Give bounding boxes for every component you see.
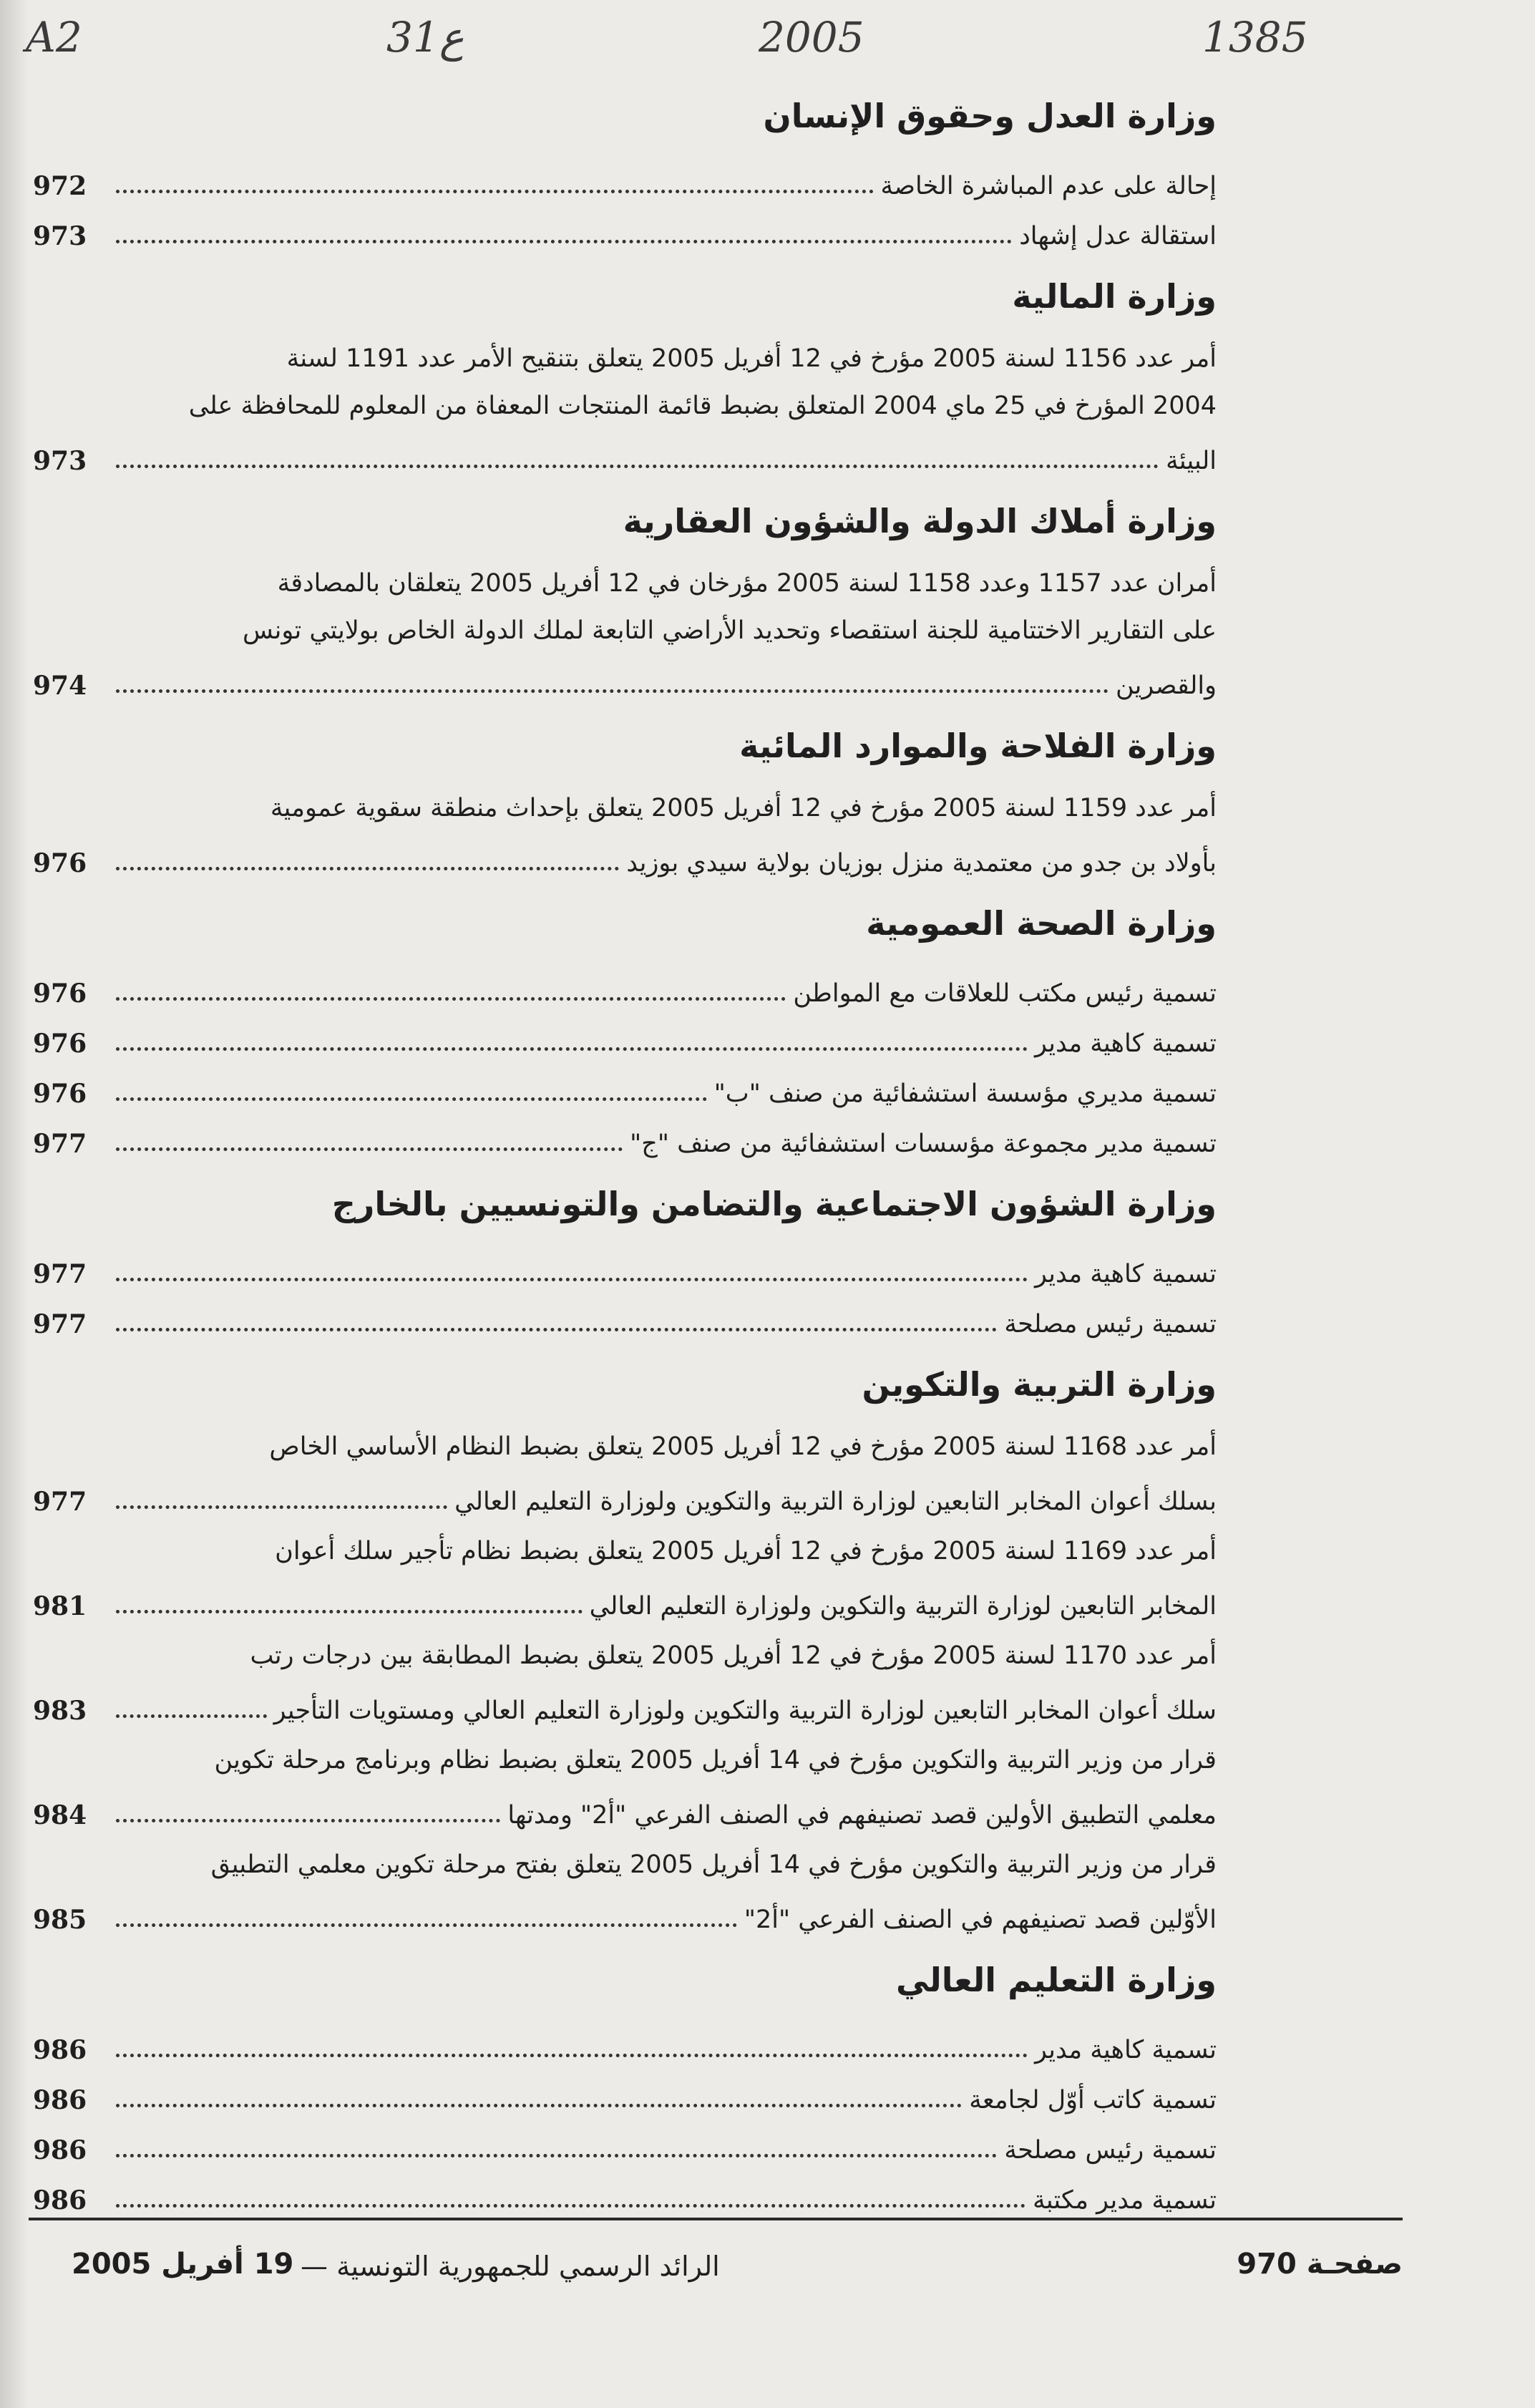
handwritten-note-mid2: 2005 [759, 13, 864, 62]
toc-entry [29, 1012, 1217, 1062]
dot-leader [116, 190, 874, 193]
handwritten-note-right: 1385 [1202, 13, 1308, 62]
dot-leader [116, 997, 786, 1001]
toc-row [29, 1012, 1217, 1062]
entry-title: بأولاد بن جدو من معتمدية منزل بوزيان بولاية سيدي بوزيد [626, 849, 1217, 878]
toc-entry [29, 1293, 1217, 1343]
page-number: 985 [33, 1905, 87, 1935]
page-number: 976 [33, 848, 87, 878]
toc-row [29, 1243, 1217, 1293]
toc-row [29, 654, 1217, 704]
toc-row [29, 832, 1217, 882]
ministry-heading: وزارة التربية والتكوين [862, 1365, 1217, 1404]
entry-text-line: أمر عدد 1170 لسنة 2005 مؤرخ في 12 أفريل 2005 يتعلق بضبط المطابقة بين درجات رتب [250, 1641, 1217, 1670]
ministry-heading: وزارة أملاك الدولة والشؤون العقارية [623, 502, 1217, 540]
ministry-section [29, 498, 1217, 704]
page-number: 976 [33, 1079, 87, 1109]
page-number: 973 [33, 446, 87, 476]
entry-text-line: أمر عدد 1159 لسنة 2005 مؤرخ في 12 أفريل 2005 يتعلق بإحداث منطقة سقوية عمومية [270, 794, 1217, 822]
toc-entry [29, 1528, 1217, 1625]
entry-title: تسمية رئيس مصلحة [1004, 1310, 1217, 1339]
entry-title: البيئة [1166, 447, 1217, 475]
toc-row [29, 2019, 1217, 2069]
toc-entry [29, 962, 1217, 1012]
toc-row [29, 1784, 1217, 1834]
page-number: 974 [33, 671, 87, 701]
page-number: 977 [33, 1309, 87, 1339]
page-number: 986 [33, 2035, 87, 2065]
page-number: 986 [33, 2185, 87, 2215]
table-of-contents [29, 93, 1217, 2238]
entry-title: معلمي التطبيق الأولين قصد تصنيفهم في الصنف الفرعي "أ2" ومدتها [507, 1801, 1217, 1830]
toc-row [29, 1679, 1217, 1729]
toc-row [29, 2169, 1217, 2219]
toc-row [29, 429, 1217, 480]
entry-title: تسمية كاهية مدير [1034, 2036, 1217, 2064]
ministry-section [29, 723, 1217, 882]
ministry-heading: وزارة العدل وحقوق الإنسان [763, 97, 1217, 135]
ministry-section [29, 93, 1217, 255]
page-number: 976 [33, 979, 87, 1009]
page-number: 984 [33, 1800, 87, 1830]
entry-title: والقصرين [1115, 671, 1217, 700]
entry-text-line: على التقارير الاختتامية للجنة استقصاء وتحديد الأراضي التابعة لملك الدولة الخاص بولايتي تونس [243, 616, 1217, 645]
dot-leader [116, 1328, 997, 1331]
page-number: 986 [33, 2085, 87, 2115]
dot-leader [116, 240, 1012, 243]
page-number: 976 [33, 1029, 87, 1059]
ministry-heading: وزارة المالية [1012, 277, 1217, 316]
page-number: 977 [33, 1129, 87, 1159]
handwritten-note-left: A2 [26, 13, 82, 62]
entry-title: إحالة على عدم المباشرة الخاصة [880, 172, 1217, 200]
toc-entry [29, 2119, 1217, 2169]
entry-title: الأوّلين قصد تصنيفهم في الصنف الفرعي "أ2" [744, 1905, 1217, 1934]
toc-row [29, 962, 1217, 1012]
ministry-section [29, 900, 1217, 1162]
toc-entry [29, 1112, 1217, 1162]
dot-leader [116, 689, 1108, 693]
dot-leader [116, 1505, 447, 1509]
toc-entry [29, 2019, 1217, 2069]
dot-leader [116, 2054, 1028, 2057]
entry-title: تسمية رئيس مكتب للعلاقات مع المواطن [793, 979, 1217, 1008]
toc-row [29, 155, 1217, 205]
toc-entry [29, 155, 1217, 205]
dot-leader [116, 2154, 997, 2157]
dot-leader [116, 1147, 623, 1151]
ministry-heading: وزارة الفلاحة والموارد المائية [739, 727, 1217, 765]
ministry-section [29, 1361, 1217, 1938]
toc-entry [29, 1062, 1217, 1112]
entry-title: بسلك أعوان المخابر التابعين لوزارة التربية والتكوين ولوزارة التعليم العالي [454, 1487, 1217, 1516]
entry-text-line: 2004 المؤرخ في 25 ماي 2004 المتعلق بضبط قائمة المنتجات المعفاة من المعلوم للمحافظة على [188, 392, 1217, 420]
dot-leader [116, 1923, 737, 1927]
entry-text-line: أمر عدد 1169 لسنة 2005 مؤرخ في 12 أفريل 2005 يتعلق بضبط نظام تأجير سلك أعوان [275, 1537, 1217, 1565]
toc-row [29, 2119, 1217, 2169]
entry-title: تسمية مديري مؤسسة استشفائية من صنف "ب" [713, 1079, 1217, 1108]
toc-row [29, 2069, 1217, 2119]
toc-entry [29, 1243, 1217, 1293]
dot-leader [116, 1097, 707, 1101]
ministry-heading: وزارة الصحة العمومية [866, 904, 1217, 943]
toc-row [29, 1293, 1217, 1343]
footer-page-number: صفحـة 970 [1237, 2248, 1403, 2281]
ministry-section [29, 1181, 1217, 1343]
dot-leader [116, 867, 619, 870]
entry-text-line: أمر عدد 1168 لسنة 2005 مؤرخ في 12 أفريل 2005 يتعلق بضبط النظام الأساسي الخاص [269, 1432, 1217, 1461]
footer-date: 19 أفريل 2005 [72, 2248, 294, 2281]
ministry-section [29, 273, 1217, 480]
toc-entry [29, 1632, 1217, 1729]
entry-title: سلك أعوان المخابر التابعين لوزارة التربية والتكوين ولوزارة التعليم العالي ومستويات التأجير [273, 1696, 1217, 1725]
dot-leader [116, 2104, 962, 2107]
toc-entry [29, 2169, 1217, 2219]
entry-title: المخابر التابعين لوزارة التربية والتكوين ولوزارة التعليم العالي [589, 1592, 1217, 1621]
ministry-section [29, 1957, 1217, 2219]
toc-entry [29, 2069, 1217, 2119]
page-number: 986 [33, 2135, 87, 2165]
page-footer [29, 2218, 1403, 2285]
entry-title: تسمية كاتب أوّل لجامعة [969, 2086, 1217, 2115]
toc-row [29, 1575, 1217, 1625]
page-number: 977 [33, 1487, 87, 1517]
page-number: 983 [33, 1696, 87, 1726]
page-number: 972 [33, 171, 87, 201]
toc-entry [29, 1737, 1217, 1834]
entry-title: تسمية كاهية مدير [1034, 1029, 1217, 1058]
dot-leader [116, 2204, 1025, 2208]
toc-entry [29, 560, 1217, 704]
page-number: 973 [33, 221, 87, 251]
entry-text-line: قرار من وزير التربية والتكوين مؤرخ في 14 أفريل 2005 يتعلق بضبط نظام وبرنامج مرحلة تكوين [214, 1746, 1217, 1775]
dot-leader [116, 1610, 583, 1613]
entry-text-line: أمر عدد 1156 لسنة 2005 مؤرخ في 12 أفريل 2005 يتعلق بتنقيح الأمر عدد 1191 لسنة [286, 344, 1217, 373]
toc-entry [29, 1841, 1217, 1938]
page-edge-shadow [0, 0, 29, 2408]
dot-leader [116, 1278, 1028, 1281]
toc-entry [29, 205, 1217, 255]
entry-title: تسمية كاهية مدير [1034, 1260, 1217, 1288]
handwritten-note-mid1: 31ع [386, 13, 464, 62]
entry-title: تسمية رئيس مصلحة [1004, 2136, 1217, 2165]
toc-entry [29, 785, 1217, 882]
toc-row [29, 1888, 1217, 1938]
toc-row [29, 1112, 1217, 1162]
toc-row [29, 1062, 1217, 1112]
dot-leader [116, 1819, 500, 1822]
entry-title: استقالة عدل إشهاد [1019, 222, 1217, 251]
entry-title: تسمية مدير مجموعة مؤسسات استشفائية من صنف "ج" [630, 1130, 1217, 1158]
page-number: 981 [33, 1591, 87, 1621]
toc-row [29, 205, 1217, 255]
page-number: 977 [33, 1259, 87, 1289]
toc-entry [29, 335, 1217, 480]
toc-row [29, 1470, 1217, 1520]
dot-leader [116, 465, 1159, 468]
entry-title: تسمية مدير مكتبة [1033, 2186, 1217, 2215]
entry-text-line: قرار من وزير التربية والتكوين مؤرخ في 14 أفريل 2005 يتعلق بفتح مرحلة تكوين معلمي التطبيق [210, 1850, 1217, 1879]
ministry-heading: وزارة التعليم العالي [895, 1961, 1217, 1999]
footer-journal-title: الرائد الرسمي للجمهورية التونسية — [301, 2251, 720, 2282]
dot-leader [116, 1047, 1028, 1051]
ministry-heading: وزارة الشؤون الاجتماعية والتضامن والتونسيين بالخارج [331, 1185, 1217, 1223]
dot-leader [116, 1714, 267, 1718]
entry-text-line: أمران عدد 1157 وعدد 1158 لسنة 2005 مؤرخان في 12 أفريل 2005 يتعلقان بالمصادقة [277, 569, 1217, 598]
toc-entry [29, 1423, 1217, 1520]
